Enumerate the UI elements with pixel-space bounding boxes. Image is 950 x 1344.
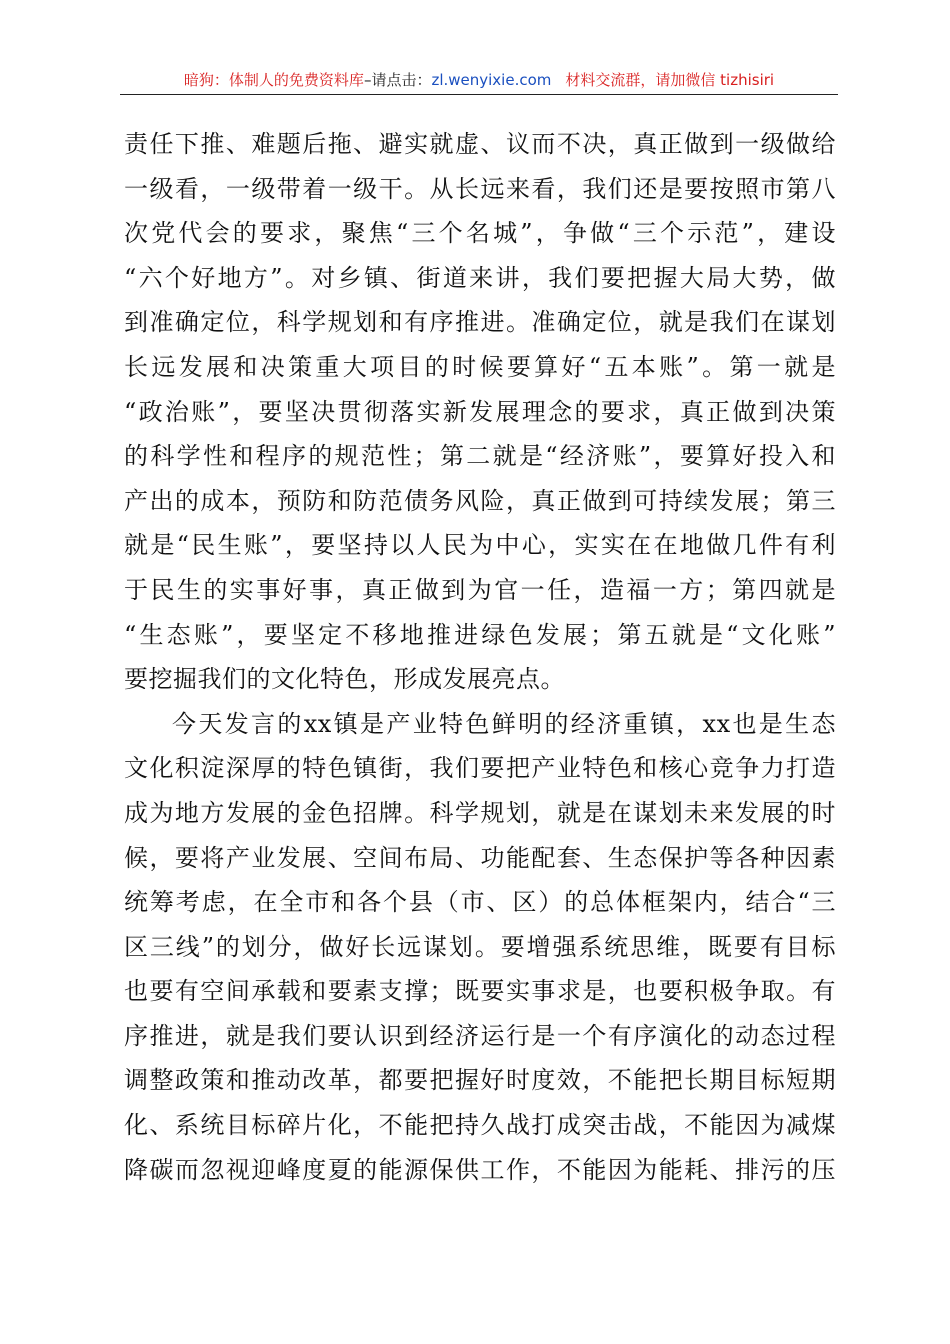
text-line: 到准确定位，科学规划和有序推进。准确定位，就是我们在谋划 [124, 308, 836, 337]
page-header [120, 66, 838, 95]
text-line: 一级看，一级带着一级干。从长远来看，我们还是要按照市第八 [124, 174, 836, 203]
text-line: 也要有空间承载和要素支撑；既要实事求是，也要积极争取。有 [124, 977, 836, 1006]
text-line: “六个好地方”。对乡镇、街道来讲，我们要把握大局大势，做 [124, 263, 836, 292]
text-line: “生态账”，要坚定不移地推进绿色发展；第五就是“文化账” [124, 620, 836, 649]
header-site-name: 暗狗：体制人的免费资料库 [183, 71, 364, 89]
text-line: 长远发展和决策重大项目的时候要算好“五本账”。第一就是 [124, 352, 836, 381]
text-line: 降碳而忽视迎峰度夏的能源保供工作，不能因为能耗、排污的压 [124, 1155, 836, 1184]
header-click-text: –请点击： [363, 71, 432, 89]
text-line: 序推进，就是我们要认识到经济运行是一个有序演化的动态过程 [124, 1021, 836, 1050]
text-line: 的科学性和程序的规范性；第二就是“经济账”，要算好投入和 [124, 442, 836, 471]
text-line: “政治账”，要坚决贯彻落实新发展理念的要求，真正做到决策 [124, 397, 836, 426]
text-line: 于民生的实事好事，真正做到为官一任，造福一方；第四就是 [124, 575, 836, 604]
document-body [124, 122, 836, 1192]
text-line: 候，要将产业发展、空间布局、功能配套、生态保护等各种因素 [124, 843, 836, 872]
text-line: 化、系统目标碎片化，不能把持久战打成突击战，不能因为减煤 [124, 1111, 836, 1140]
text-line: 就是“民生账”，要坚持以人民为中心，实实在在地做几件有利 [124, 531, 836, 560]
text-line: 次党代会的要求，聚焦“三个名城”，争做“三个示范”，建设 [124, 219, 836, 248]
text-line: 调整政策和推动改革，都要把握好时度效，不能把长期目标短期 [124, 1066, 836, 1095]
text-line: 统筹考虑，在全市和各个县（市、区）的总体框架内，结合“三 [124, 888, 836, 917]
text-line: 区三线”的划分，做好长远谋划。要增强系统思维，既要有目标 [124, 932, 836, 961]
header-link[interactable]: zl.wenyixie.com [431, 71, 552, 89]
text-line: 责任下推、难题后拖、避实就虚、议而不决，真正做到一级做给 [124, 130, 836, 158]
text-line: 成为地方发展的金色招牌。科学规划，就是在谋划未来发展的时 [124, 798, 836, 827]
text-line: 要挖掘我们的文化特色，形成发展亮点。 [124, 665, 565, 694]
text-line: 今天发言的xx镇是产业特色鲜明的经济重镇，xx也是生态 [172, 709, 836, 738]
text-line: 文化积淀深厚的特色镇街，我们要把产业特色和核心竞争力打造 [124, 754, 836, 783]
text-line: 产出的成本，预防和防范债务风险，真正做到可持续发展；第三 [124, 486, 836, 515]
header-contact: 材料交流群，请加微信 tizhisiri [565, 71, 775, 89]
